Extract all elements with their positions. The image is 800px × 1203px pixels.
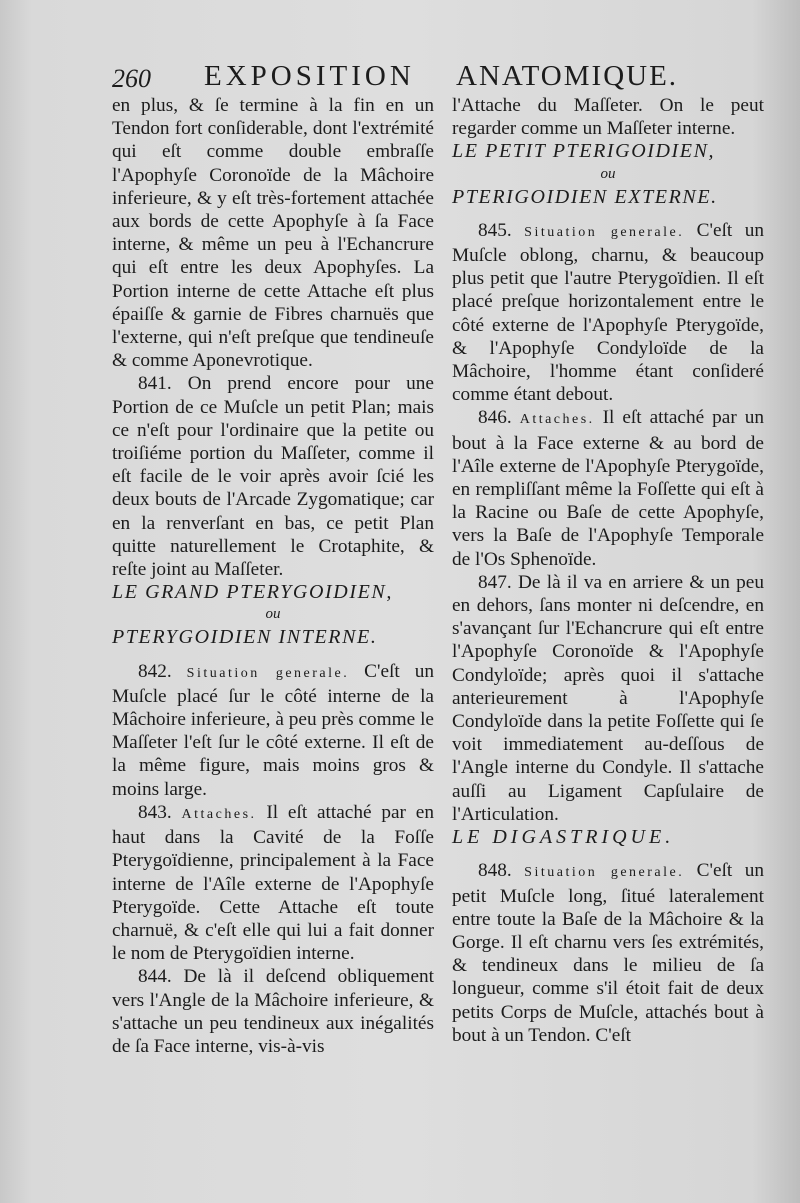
- section-heading-petit-pterigoidien: LE PETIT PTERIGOIDIEN,: [452, 140, 716, 163]
- small-caps-label: Situation generale.: [524, 224, 685, 240]
- paragraph-text: Il eſt attaché par un bout à la Face externe & au bord de l'Aîle externe de l'Apophyſe Pterygoïde, en rempliſſant même la Foſſette qui eſt à la Racine ou Baſe de cette Apophyſe, vers la Baſe de l'Apophyſe Temporale de l'Os Sphenoïde.: [452, 407, 764, 570]
- right-column: [452, 94, 764, 1047]
- paragraph-846: [452, 406, 764, 570]
- paragraph-847: 847. De là il va en arriere & un peu en dehors, ſans monter ni deſcendre, en s'avançant ſur l'Echancrure qui eſt entre l'Apophyſe Coronoïde & l'Apophyſe Condyloïde; après quoi il s'attache anterieurement à l'Apophyſe Condyloïde dans la petite Foſſette qui ſe voit immediatement au-deſſous de l'Angle interne du Condyle. Il s'attache auſſi au Ligament Capſulaire de l'Articulation.: [452, 571, 764, 825]
- paragraph-text: C'eſt un Muſcle placé ſur le côté interne de la Mâchoire inferieure, à peu près comme le Maſſeter l'eſt ſur le côté externe. Il eſt de la même figure, mais moins gros & moins large.: [112, 660, 434, 800]
- small-caps-label: Situation generale.: [186, 665, 350, 681]
- section-heading-or: ou: [265, 606, 281, 623]
- paragraph-continued: l'Attache du Maſſeter. On le peut regarder comme un Maſſeter interne.: [452, 95, 764, 140]
- running-head-right: ANATOMIQUE.: [456, 60, 679, 92]
- paragraph-number: 846.: [478, 407, 512, 429]
- paragraph-number: 843.: [138, 801, 172, 823]
- paragraph-continued: en plus, & ſe termine à la fin en un Tendon fort conſiderable, dont l'extrémité qui eſt comme double embraſſe l'Apophyſe Coronoïde de la Mâchoire inferieure, & y eſt très-fortement attachée aux bords de cette Apophyſe à ſa Face interne, & même un peu à l'Echancrure qui eſt entre les deux Apophyſes. La Portion interne de cette Attache eſt plus épaiſſe & garnie de Fibres charnuës que l'externe, qui n'eſt preſque que tendineuſe & comme Aponevrotique.: [112, 95, 434, 372]
- section-heading-grand-pterygoidien: LE GRAND PTERYGOIDIEN,: [112, 581, 393, 604]
- section-heading-pterigoidien-externe: PTERIGOIDIEN EXTERNE.: [452, 185, 718, 208]
- left-column: [112, 94, 434, 1058]
- small-caps-label: Attaches.: [519, 412, 595, 428]
- paragraph-number: 842.: [138, 660, 172, 682]
- paragraph-848: [452, 859, 764, 1047]
- page-number: 260: [112, 64, 151, 93]
- paragraph-841: 841. On prend encore pour une Portion de ce Muſcle un petit Plan; mais ce n'eſt pour l'ordinaire que la petite ou troiſiéme portion du Maſſeter, comme il eſt facile de le voir après avoir ſcié les deux bouts de l'Arcade Zygomatique; car en la renverſant en bas, ce petit Plan quitte naturellement le Crotaphite, & reſte joint au Maſſeter.: [112, 373, 434, 581]
- paragraph-843: [112, 801, 434, 965]
- small-caps-label: Attaches.: [181, 806, 257, 822]
- paragraph-845: [452, 219, 764, 407]
- paragraph-number: 845.: [478, 219, 512, 241]
- paragraph-842: [112, 660, 434, 801]
- paragraph-number: 848.: [478, 860, 512, 882]
- paragraph-text: Il eſt attaché par en haut dans la Cavité de la Foſſe Pterygoïdienne, principalement à la Face interne de l'Aîle externe de l'Apophyſe Pterygoïde. Cette Attache eſt toute charnuë, & c'eſt elle qui lui a fait donner le nom de Pterygoïdien interne.: [112, 801, 434, 965]
- paragraph-text: C'eſt un Muſcle oblong, charnu, & beaucoup plus petit que l'autre Pterygoïdien. Il eſt placé preſque horizontalement entre le côté externe de l'Apophyſe Pterygoïde, & l'Apophyſe Condyloïde de la Mâchoire, l'homme étant conſideré comme étant debout.: [452, 219, 764, 406]
- paragraph-text: C'eſt un petit Muſcle long, ſitué lateralement entre toute la Baſe de la Mâchoire & la Gorge. Il eſt charnu vers ſes extrémités, & tendineux dans le milieu de ſa longueur, comme s'il étoit fait de deux petits Corps de Muſcle, attachés bout à bout à un Tendon. C'eſt: [452, 860, 764, 1046]
- paragraph-844: 844. De là il deſcend obliquement vers l'Angle de la Mâchoire inferieure, & s'attache un peu tendineux aux inégalités de ſa Face interne, vis-à-vis: [112, 966, 434, 1057]
- small-caps-label: Situation generale.: [524, 865, 685, 881]
- section-heading-digastrique: LE DIGASTRIQUE.: [452, 826, 675, 849]
- section-heading-or: ou: [600, 165, 616, 182]
- section-heading-pterygoidien-interne: PTERYGOIDIEN INTERNE.: [112, 626, 378, 649]
- running-head-left: EXPOSITION: [204, 60, 415, 92]
